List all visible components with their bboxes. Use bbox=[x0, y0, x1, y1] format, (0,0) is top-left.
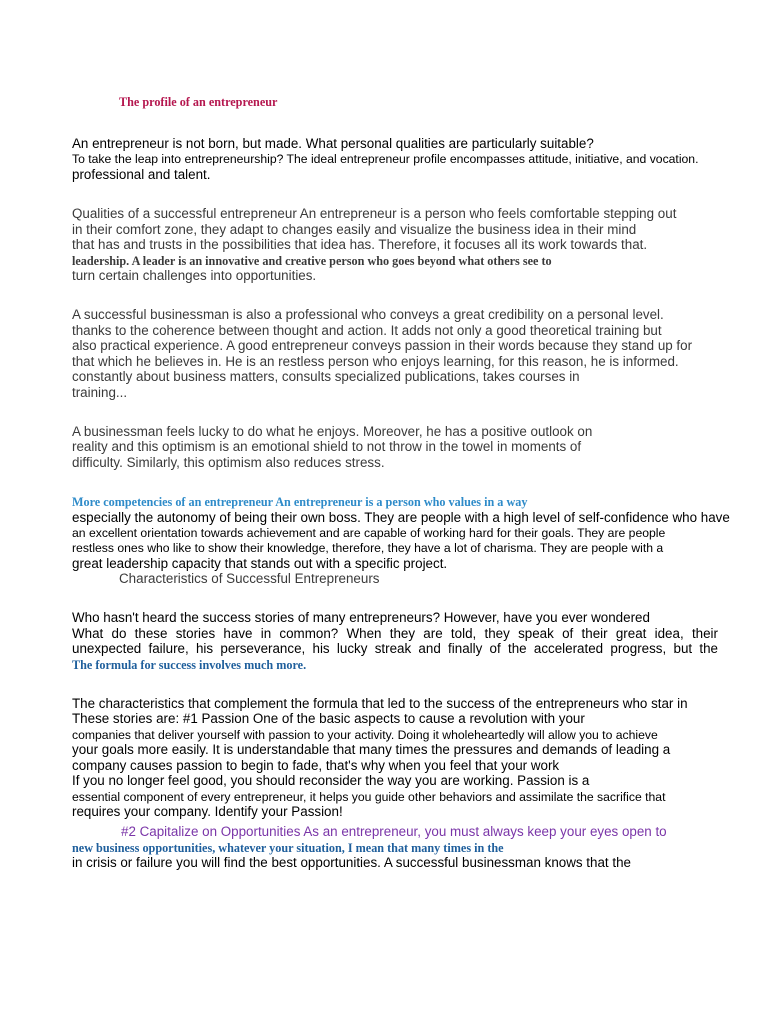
text-line: great leadership capacity that stands out with a specific project. bbox=[72, 556, 448, 571]
text-line: that has and trusts in the possibilities that idea has. Therefore, it focuses all its work towards that. bbox=[72, 237, 648, 252]
text-line: The formula for success involves much more. bbox=[72, 658, 307, 672]
text-line: requires your company. Identify your Passion! bbox=[72, 804, 343, 819]
text-line: These stories are: #1 Passion One of the basic aspects to cause a revolution with your bbox=[72, 711, 585, 726]
section-heading: Characteristics of Successful Entrepreneurs bbox=[119, 571, 380, 586]
text-line: A successful businessman is also a professional who conveys a great credibility on a personal level. bbox=[72, 307, 664, 322]
text-line: leadership. A leader is an innovative and creative person who goes beyond what others see to bbox=[72, 254, 552, 268]
text-line: in crisis or failure you will find the best opportunities. A successful businessman knows that the bbox=[72, 855, 631, 870]
text-line: #2 Capitalize on Opportunities As an entrepreneur, you must always keep your eyes open to bbox=[121, 824, 667, 839]
text-line: What do these stories have in common? When they are told, they speak of their great idea, their bbox=[72, 626, 718, 641]
text-line: an excellent orientation towards achievement and are capable of working hard for their goals. They are people bbox=[72, 526, 666, 540]
text-line: professional and talent. bbox=[72, 167, 211, 182]
text-line: unexpected failure, his perseverance, his lucky streak and finally of the accelerated progress, but the bbox=[72, 641, 718, 656]
text-line: The characteristics that complement the formula that led to the success of the entrepreneurs who star in bbox=[72, 696, 688, 711]
text-line: especially the autonomy of being their own boss. They are people with a high level of self-confidence who have bbox=[72, 510, 730, 525]
text-line: To take the leap into entrepreneurship? The ideal entrepreneur profile encompasses attitude, initiative, and vocation. bbox=[72, 152, 699, 166]
text-line: your goals more easily. It is understandable that many times the pressures and demands of leading a bbox=[72, 742, 671, 757]
text-line: company causes passion to begin to fade, that's why when you feel that your work bbox=[72, 758, 560, 773]
text-line: Qualities of a successful entrepreneur An entrepreneur is a person who feels comfortable stepping out bbox=[72, 206, 677, 221]
text-line: essential component of every entrepreneur, it helps you guide other behaviors and assimilate the sacrifice that bbox=[72, 790, 666, 804]
document-title: The profile of an entrepreneur bbox=[119, 95, 278, 109]
text-line: in their comfort zone, they adapt to changes easily and visualize the business idea in their mind bbox=[72, 222, 637, 237]
text-line: reality and this optimism is an emotional shield to not throw in the towel in moments of bbox=[72, 439, 582, 454]
text-line: also practical experience. A good entrepreneur conveys passion in their words because they stand up for bbox=[72, 338, 693, 353]
text-line: training... bbox=[72, 385, 128, 400]
text-line: An entrepreneur is not born, but made. What personal qualities are particularly suitable? bbox=[72, 136, 594, 151]
text-line: restless ones who like to show their knowledge, therefore, they have a lot of charisma. They are people with a bbox=[72, 541, 664, 555]
text-line: If you no longer feel good, you should reconsider the way you are working. Passion is a bbox=[72, 773, 590, 788]
text-line: A businessman feels lucky to do what he enjoys. Moreover, he has a positive outlook on bbox=[72, 424, 593, 439]
text-line: companies that deliver yourself with passion to your activity. Doing it wholeheartedly will allow you to achieve bbox=[72, 728, 658, 742]
text-line: new business opportunities, whatever your situation, I mean that many times in the bbox=[72, 841, 504, 855]
text-line: thanks to the coherence between thought and action. It adds not only a good theoretical training but bbox=[72, 323, 662, 338]
text-line: constantly about business matters, consults specialized publications, takes courses in bbox=[72, 369, 580, 384]
text-line: More competencies of an entrepreneur An entrepreneur is a person who values in a way bbox=[72, 495, 528, 509]
text-line: that which he believes in. He is an restless person who enjoys learning, for this reason, he is informed. bbox=[72, 354, 679, 369]
text-line: Who hasn't heard the success stories of many entrepreneurs? However, have you ever wondered bbox=[72, 610, 650, 625]
text-line: turn certain challenges into opportunities. bbox=[72, 268, 317, 283]
text-line: difficulty. Similarly, this optimism also reduces stress. bbox=[72, 455, 385, 470]
